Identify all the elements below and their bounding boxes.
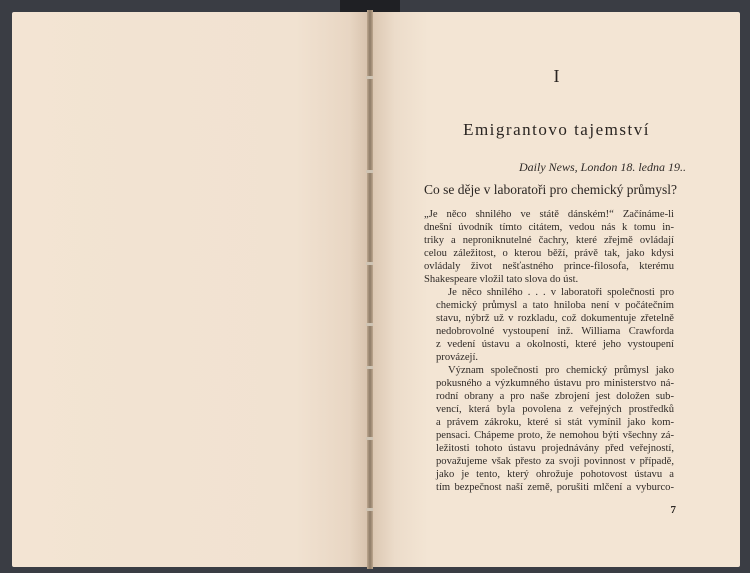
text-line: dnešní úvodník tímto citátem, vedou nás k tomu in- — [424, 222, 674, 233]
text-line: rodní obrany a pro naše zbrojení jest doložen sub- — [436, 391, 674, 402]
text-line: provázejí. — [436, 352, 479, 363]
text-line: nedobrovolné vystoupení inž. Williama Crawforda — [436, 326, 674, 337]
article-headline: Co se děje v laboratoři pro chemický průmysl? — [424, 182, 678, 197]
text-line: Je něco shnilého . . . v laboratoři společnosti pro — [448, 287, 674, 298]
page-number: 7 — [670, 504, 676, 516]
text-line: celou záležitost, o kterou běží, právě tak, jako kdysi — [424, 248, 674, 259]
text-line: ovládaly život nešťastného prince-filosofa, kterému — [424, 261, 674, 272]
text-line: Shakespeare vložil tato slova do úst. — [424, 274, 579, 285]
paragraph-2 — [424, 286, 674, 364]
chapter-title: Emigrantovo tajemství — [463, 120, 650, 139]
text-line: chemický průmysl a tato hniloba není v počátečním — [436, 300, 674, 311]
dateline: Daily News, London 18. ledna 19.. — [519, 160, 686, 174]
text-line: a právem zákroku, které si stát vymínil jako kom- — [436, 417, 674, 428]
text-line: považujeme však přesto za svoji povinnost v případě, — [436, 456, 674, 467]
article-body — [424, 208, 674, 494]
text-line: ležitosti tohoto ústavu projednávány před veřejností, — [436, 443, 674, 454]
left-page-blank — [12, 12, 367, 567]
text-line: z vedení ústavu a okolnosti, které jeho vystoupení — [436, 339, 674, 350]
text-line: triky a neproniknutelné čachry, které zřejmě ovládají — [424, 235, 674, 246]
chapter-number: I — [553, 66, 560, 86]
paragraph-1 — [424, 208, 674, 286]
paragraph-3 — [424, 364, 674, 494]
text-line: Význam společnosti pro chemický průmysl jako — [448, 365, 674, 376]
text-line: „Je něco shnilého ve státě dánském!“ Začínáme-li — [424, 209, 674, 220]
text-line: vencí, která byla povolena z veřejných prostředků — [436, 404, 674, 415]
text-line: pensaci. Chápeme proto, že nemohou býti všechny zá- — [436, 430, 674, 441]
text-line: tím bezpečnost naší země, porušiti mlčení a vyburco- — [436, 482, 674, 493]
text-line: jako je tento, který ohrožuje pohotovost ústavu a — [436, 469, 674, 480]
text-line: stavu, nýbrž už v rozkladu, což dokumentuje zřetelně — [436, 313, 674, 324]
text-line: pokusného a výzkumného ústavu pro ministerstvo ná- — [436, 378, 674, 389]
